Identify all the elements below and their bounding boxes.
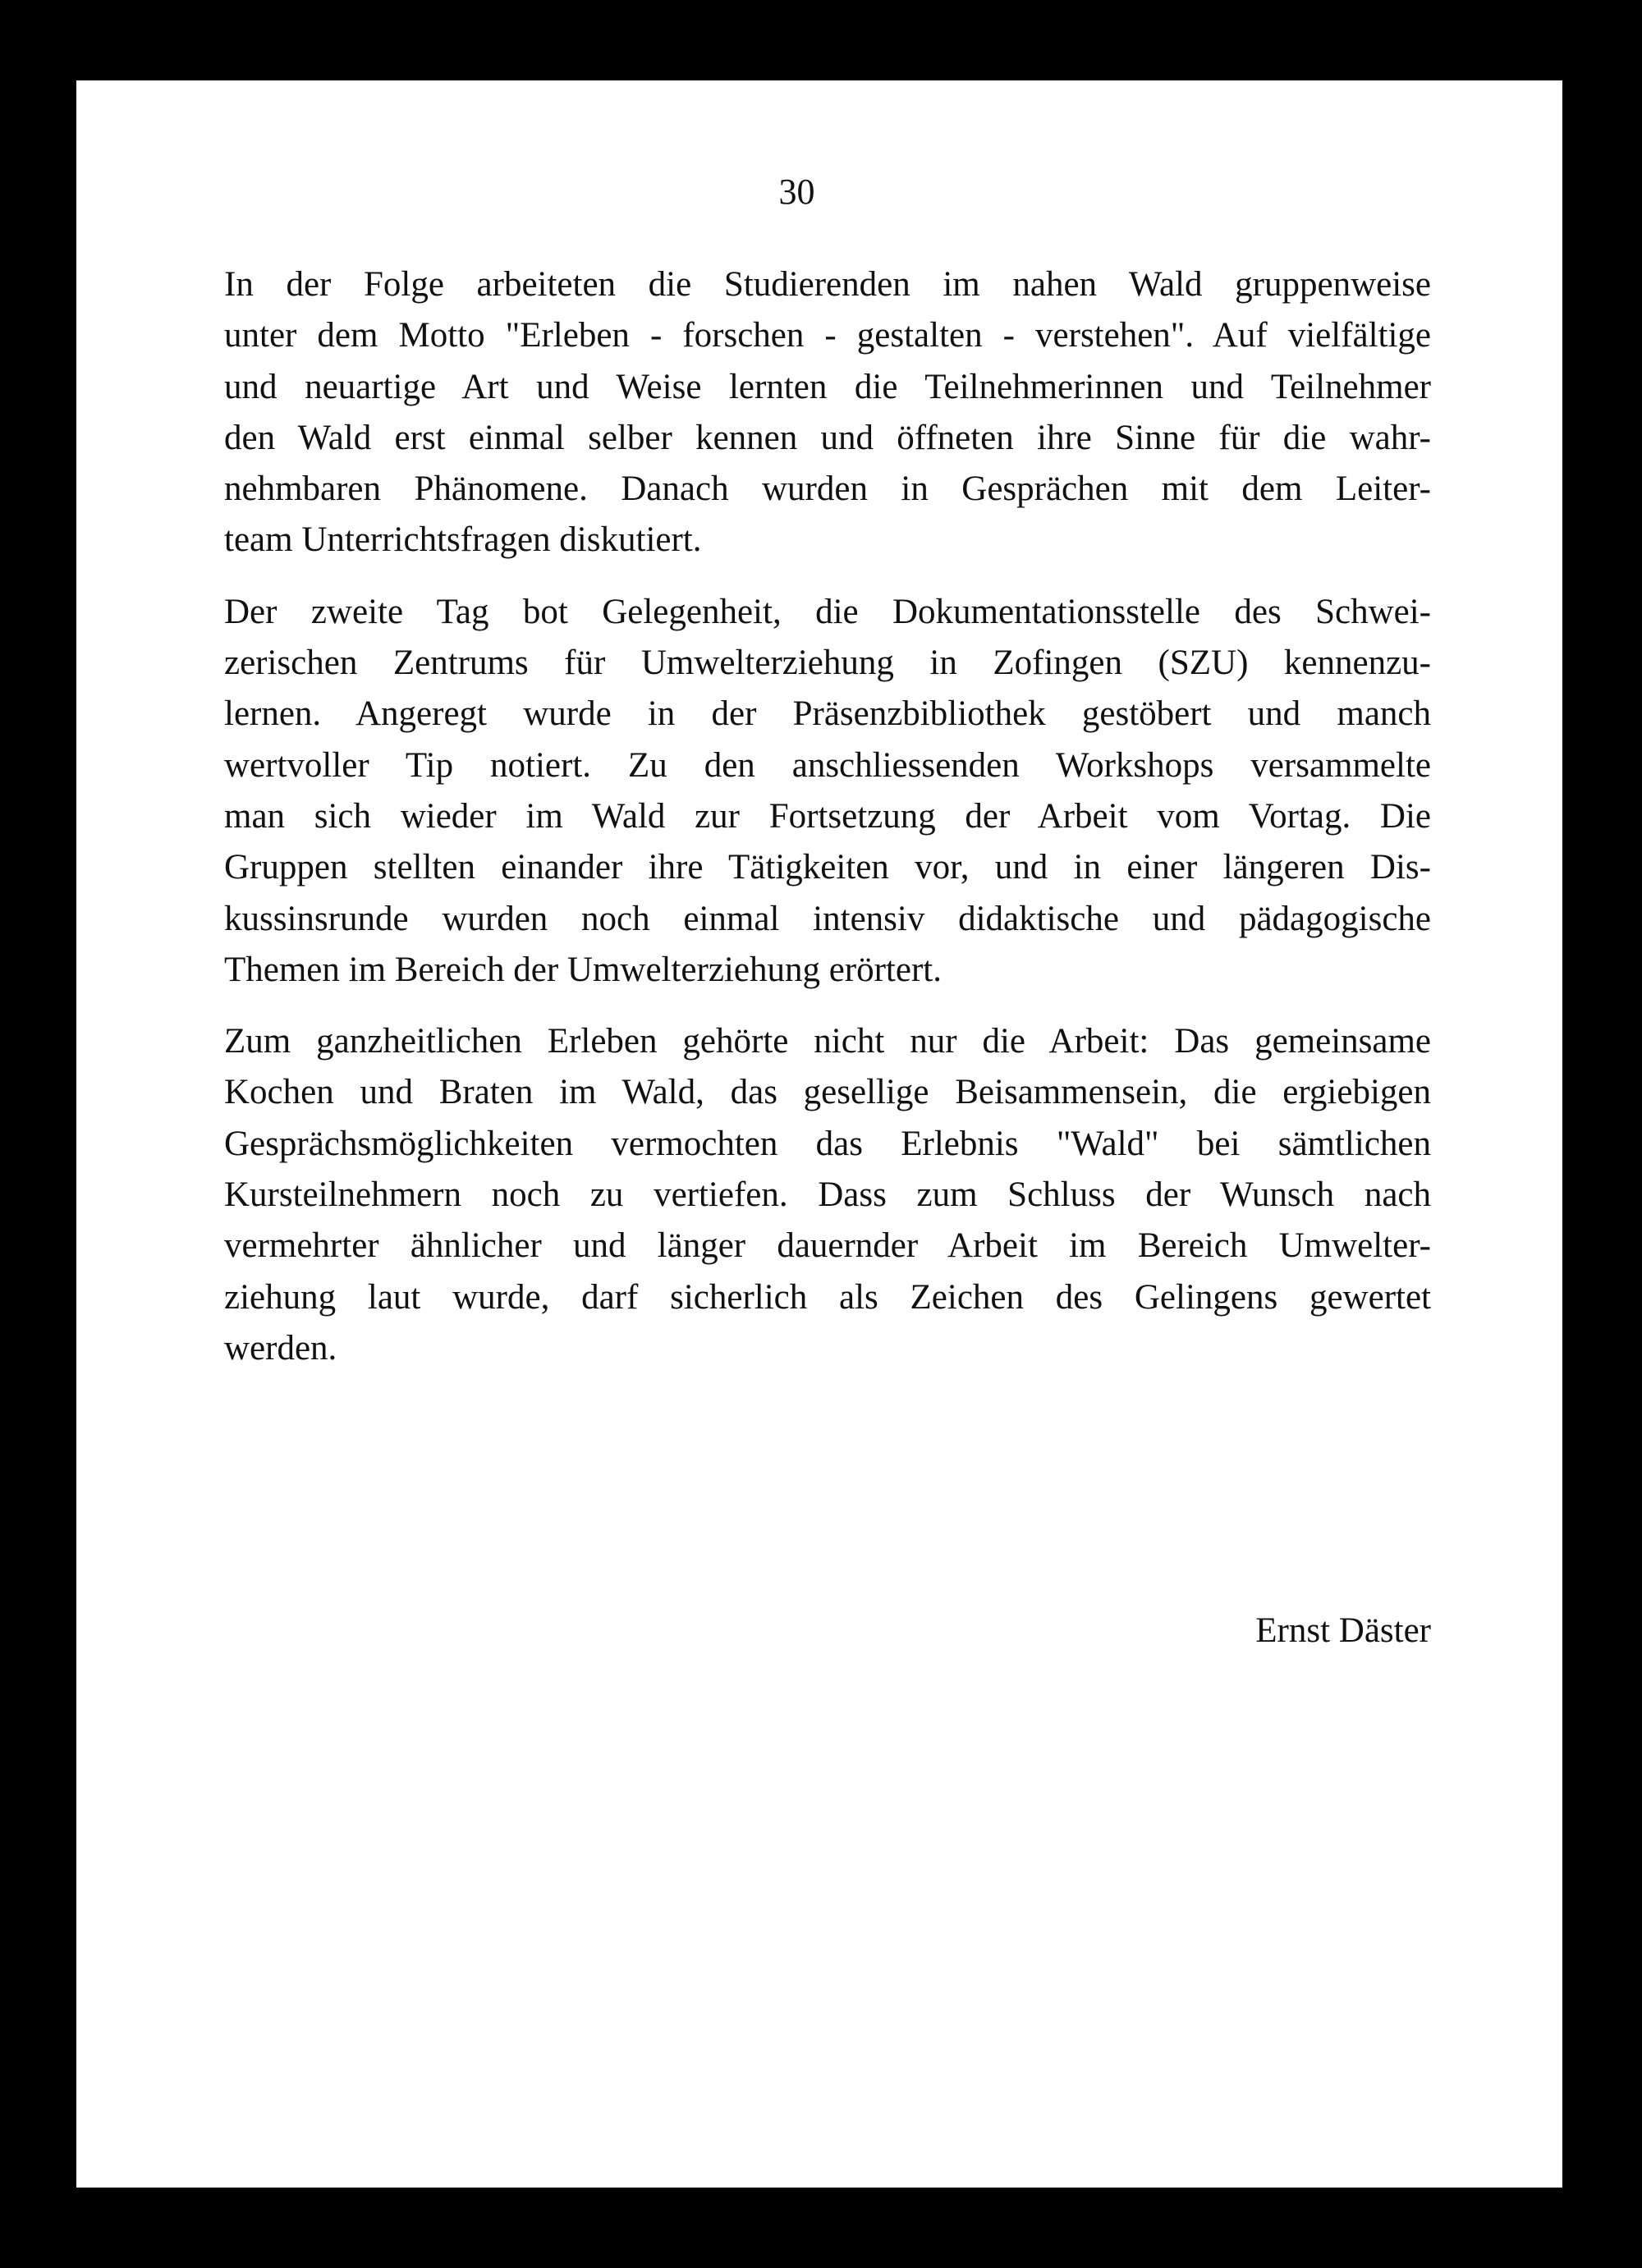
paragraph-1: [224, 259, 1431, 566]
text-line: Kochen und Braten im Wald, das gesellige Beisammensein, die ergiebigen: [224, 1073, 1431, 1112]
body-text: [224, 259, 1431, 1650]
author-signature: Ernst Däster: [1255, 1611, 1431, 1650]
text-line: unter dem Motto "Erleben - forschen - gestalten - verstehen". Auf vielfältige: [224, 316, 1431, 355]
text-line: Kursteilnehmern noch zu vertiefen. Dass zum Schluss der Wunsch nach: [224, 1175, 1431, 1215]
text-line: und neuartige Art und Weise lernten die Teilnehmerinnen und Teilnehmer: [224, 367, 1431, 406]
paragraph-3: [224, 1016, 1431, 1374]
page-number: 30: [778, 172, 815, 212]
text-line: kussinsrunde wurden noch einmal intensiv didaktische und pädagogische: [224, 899, 1431, 938]
text-line: Zum ganzheitlichen Erleben gehörte nicht nur die Arbeit: Das gemeinsame: [224, 1022, 1431, 1061]
text-line: In der Folge arbeiteten die Studierenden im nahen Wald gruppenweise: [224, 265, 1431, 304]
text-line: den Wald erst einmal selber kennen und öffneten ihre Sinne für die wahr-: [224, 418, 1431, 457]
text-line: Der zweite Tag bot Gelegenheit, die Dokumentationsstelle des Schwei-: [224, 592, 1431, 631]
text-line: vermehrter ähnlicher und länger dauernder Arbeit im Bereich Umwelter-: [224, 1226, 1431, 1266]
text-line: team Unterrichtsfragen diskutiert.: [224, 520, 702, 560]
text-line: man sich wieder im Wald zur Fortsetzung der Arbeit vom Vortag. Die: [224, 796, 1431, 836]
text-line: zerischen Zentrums für Umwelterziehung in Zofingen (SZU) kennenzu-: [224, 644, 1431, 683]
text-line: Gruppen stellten einander ihre Tätigkeiten vor, und in einer längeren Dis-: [224, 848, 1431, 887]
document-page: [76, 80, 1562, 2188]
text-line: lernen. Angeregt wurde in der Präsenzbibliothek gestöbert und manch: [224, 694, 1431, 734]
paragraph-2: [224, 587, 1431, 996]
text-line: ziehung laut wurde, darf sicherlich als Zeichen des Gelingens gewertet: [224, 1277, 1431, 1317]
text-line: wertvoller Tip notiert. Zu den anschliessenden Workshops versammelte: [224, 745, 1431, 785]
text-line: Themen im Bereich der Umwelterziehung erörtert.: [224, 950, 942, 989]
text-line: werden.: [224, 1328, 337, 1368]
text-line: nehmbaren Phänomene. Danach wurden in Gesprächen mit dem Leiter-: [224, 470, 1431, 509]
text-line: Gesprächsmöglichkeiten vermochten das Erlebnis "Wald" bei sämtlichen: [224, 1124, 1431, 1163]
